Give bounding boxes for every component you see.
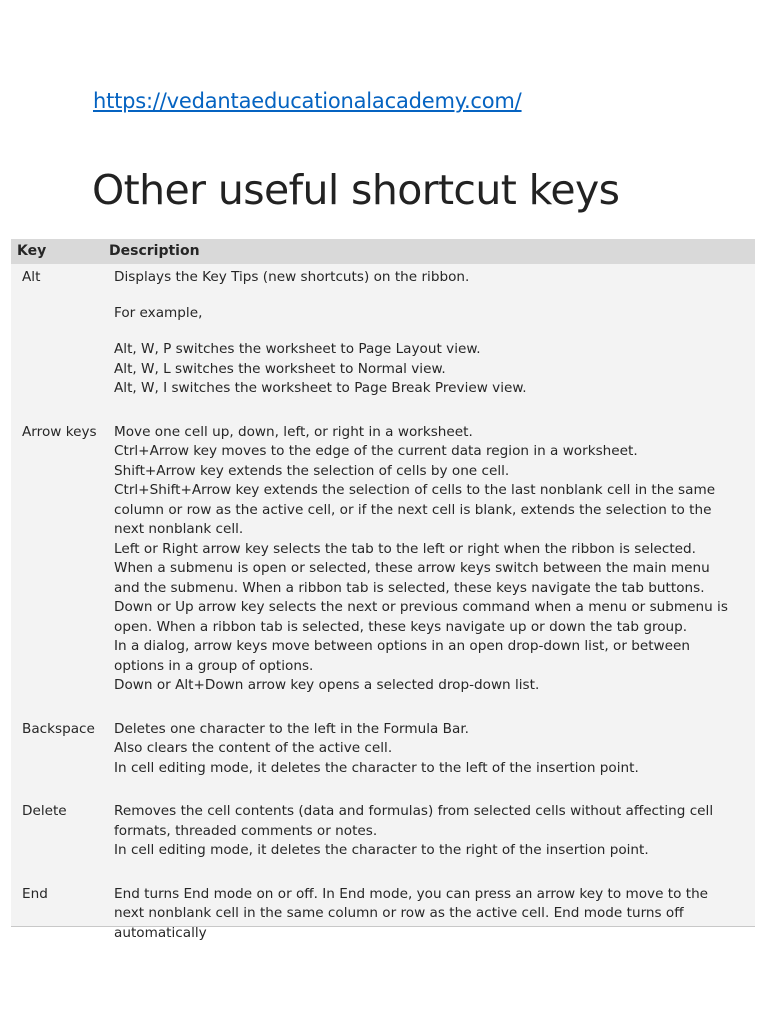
description-line: Shift+Arrow key extends the selection of cells by one cell. [114,462,510,479]
description-line: In cell editing mode, it deletes the character to the right of the insertion point. [114,842,649,858]
description-line: Also clears the content of the active cell. [114,740,393,756]
description-line: In a dialog, arrow keys move between options in an open drop-down list, or between options in a group of options. [114,638,691,674]
description-line: In cell editing mode, it deletes the character to the left of the insertion point. [114,759,639,776]
description-line: Alt, W, P switches the worksheet to Page Layout view. [114,341,481,357]
description-line: End turns End mode on or off. In End mode, you can press an arrow key to move to the next nonblank cell in the same column or row as the active cell. End mode turns off automatically [114,885,709,941]
key-cell: Backspace [22,720,95,737]
key-cell: End [22,885,48,902]
blank-line [114,288,735,305]
description-line: Removes the cell contents (data and formulas) from selected cells without affecting cell formats, threaded comments or notes. [114,803,714,839]
description-line: For example, [114,305,203,321]
description-line: Alt, W, I switches the worksheet to Page Break Preview view. [114,380,527,396]
key-cell: Delete [22,803,67,819]
description-line: Left or Right arrow key selects the tab to the left or right when the ribbon is selected. When a submenu is open or selected, these arrow keys switch between the main menu and the submenu. When a ribbon tab is selected, these keys navigate the tab buttons. [114,540,710,596]
shortcut-table [11,239,755,941]
page-title: Other useful shortcut keys [92,166,620,214]
column-header-description: Description [109,243,200,259]
table-row-arrow-keys [11,399,755,696]
description-cell [103,885,735,944]
key-cell: Alt [22,269,41,285]
table-row-backspace [11,696,755,779]
description-line: Down or Alt+Down arrow key opens a selected drop-down list. [114,677,540,693]
table-row-delete [11,778,755,861]
description-cell [103,423,735,696]
description-line: Ctrl+Arrow key moves to the edge of the current data region in a worksheet. [114,443,638,459]
description-line: Ctrl+Shift+Arrow key extends the selection of cells to the last nonblank cell in the same column or row as the active cell, or if the next cell is blank, extends the selection to the next nonblank cell. [114,482,716,537]
blank-line [114,324,735,341]
description-line: Alt, W, L switches the worksheet to Normal view. [114,360,446,377]
description-cell [103,802,735,861]
description-cell [103,720,735,779]
description-line: Displays the Key Tips (new shortcuts) on the ribbon. [114,269,470,285]
description-line: Deletes one character to the left in the Formula Bar. [114,720,469,737]
description-line: Move one cell up, down, left, or right in a worksheet. [114,423,473,440]
description-line: Down or Up arrow key selects the next or previous command when a menu or submenu is open. When a ribbon tab is selected, these keys navigate up or down the tab group. [114,599,728,635]
table-row-alt [11,264,755,399]
description-cell [103,268,735,399]
website-link[interactable]: https://vedantaeducationalacademy.com/ [93,89,522,113]
column-header-key: Key [17,243,47,259]
table-row-end [11,861,755,944]
key-cell: Arrow keys [22,423,97,440]
table-header-row [11,239,755,264]
